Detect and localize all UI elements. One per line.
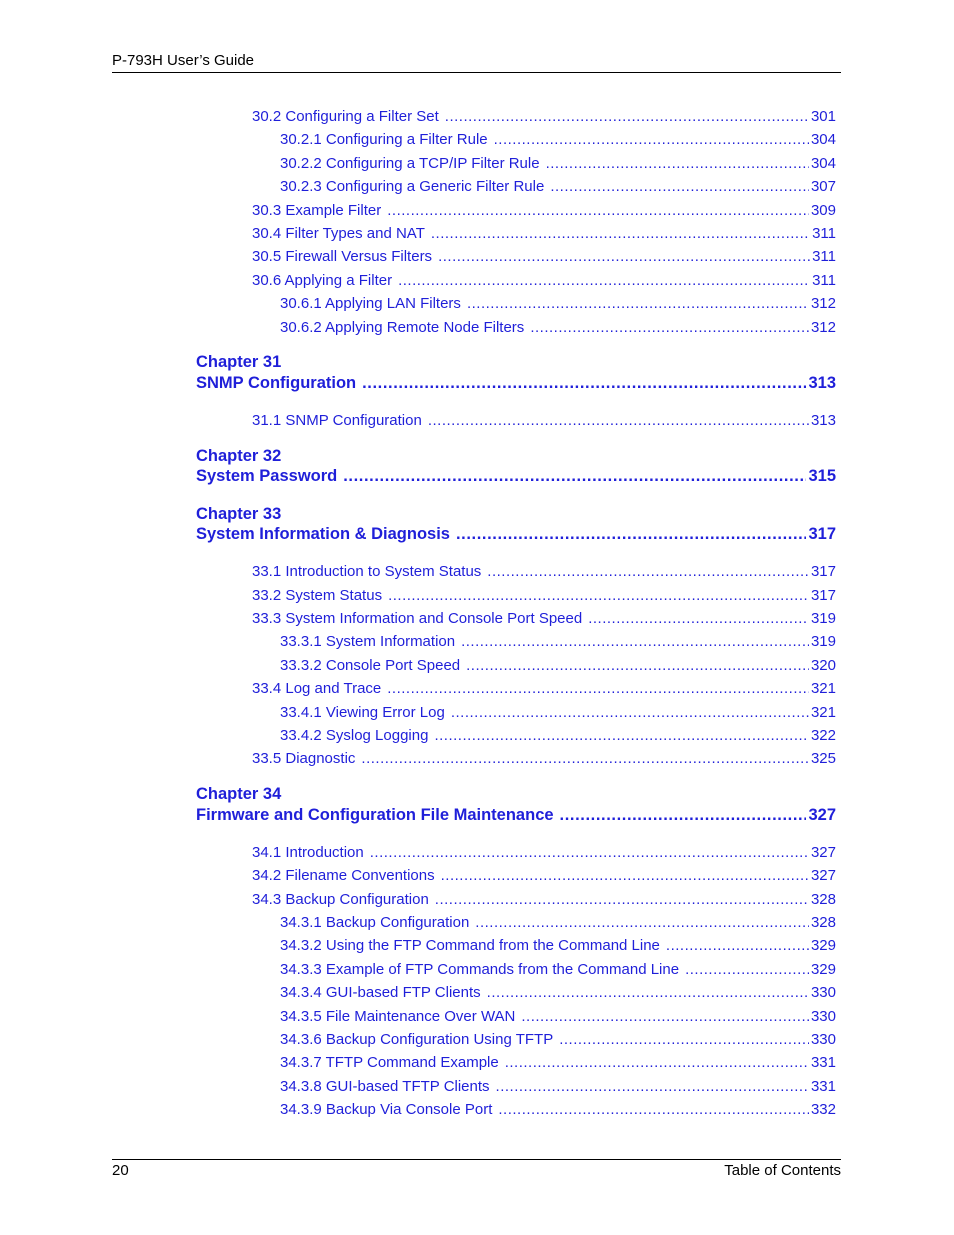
toc-entry-title: 34.3.4 GUI-based FTP Clients — [280, 984, 481, 1001]
toc-page-number: 319 — [810, 610, 836, 627]
dot-leader — [521, 1008, 809, 1025]
dot-leader — [505, 1054, 809, 1071]
toc-entry-title: 30.3 Example Filter — [252, 202, 382, 219]
toc-page-number: 327 — [810, 867, 836, 884]
toc-entry-title: 33.4.2 Syslog Logging — [280, 727, 429, 744]
toc-page-number: 312 — [810, 319, 836, 336]
dot-leader — [361, 750, 809, 767]
dot-leader — [387, 202, 809, 219]
toc-entry-link[interactable] — [280, 1054, 836, 1071]
toc-entry-title: 34.3.3 Example of FTP Commands from the Command Line — [280, 961, 680, 978]
toc-page-number: 313 — [808, 374, 836, 392]
dot-leader — [388, 587, 809, 604]
toc-entry-link[interactable] — [280, 1101, 836, 1118]
dot-leader — [438, 248, 810, 265]
toc-entry-link[interactable] — [280, 914, 836, 931]
toc-entry-link[interactable] — [252, 272, 836, 289]
dot-leader — [434, 727, 809, 744]
toc-entry-link[interactable] — [280, 1031, 836, 1048]
toc-entry-link[interactable] — [280, 1008, 836, 1025]
dot-leader — [498, 1101, 809, 1118]
toc-entry-title: 34.3.7 TFTP Command Example — [280, 1054, 499, 1071]
dot-leader — [475, 914, 809, 931]
toc-entry-title: System Information & Diagnosis — [196, 525, 450, 543]
dot-leader — [362, 374, 806, 393]
toc-page-number: 327 — [808, 806, 836, 824]
dot-leader — [685, 961, 809, 978]
toc-entry-title: 33.1 Introduction to System Status — [252, 563, 482, 580]
toc-entry-title: 30.6.2 Applying Remote Node Filters — [280, 319, 525, 336]
toc-page-number: 331 — [810, 1054, 836, 1071]
toc-entry-title: System Password — [196, 467, 338, 485]
dot-leader — [487, 984, 809, 1001]
toc-page-number: 327 — [810, 844, 836, 861]
toc-page-number: 311 — [812, 272, 836, 289]
toc-entry-title: 31.1 SNMP Configuration — [252, 412, 422, 429]
toc-entry-link[interactable] — [280, 178, 836, 195]
toc-entry-link[interactable] — [252, 680, 836, 697]
toc-page-number: 329 — [810, 937, 836, 954]
toc-entry-title: 30.5 Firewall Versus Filters — [252, 248, 433, 265]
toc-entry-title: 30.2 Configuring a Filter Set — [252, 108, 439, 125]
toc-entry-title: 30.6.1 Applying LAN Filters — [280, 295, 461, 312]
toc-entry-link[interactable] — [280, 295, 836, 312]
toc-entry-title: 34.3 Backup Configuration — [252, 891, 429, 908]
toc-page-number: 330 — [810, 984, 836, 1001]
dot-leader — [445, 108, 809, 125]
footer-divider — [112, 1159, 841, 1160]
dot-leader — [466, 657, 809, 674]
dot-leader — [370, 844, 809, 861]
dot-leader — [451, 704, 809, 721]
toc-entry-link[interactable] — [280, 319, 836, 336]
dot-leader — [666, 937, 809, 954]
running-header: P-793H User’s Guide — [112, 52, 255, 69]
dot-leader — [487, 563, 809, 580]
toc-page-number: 307 — [810, 178, 836, 195]
chapter-number[interactable]: Chapter 31 — [196, 353, 282, 371]
toc-page-number: 325 — [810, 750, 836, 767]
toc-page-number: 332 — [810, 1101, 836, 1118]
toc-page-number: 322 — [810, 727, 836, 744]
dot-leader — [387, 680, 809, 697]
toc-entry-title: 30.2.2 Configuring a TCP/IP Filter Rule — [280, 155, 540, 172]
dot-leader — [546, 155, 809, 172]
chapter-title-link[interactable] — [196, 374, 836, 393]
toc-page-number: 315 — [808, 467, 836, 485]
chapter-title-link[interactable] — [196, 525, 836, 544]
toc-entry-title: 33.2 System Status — [252, 587, 383, 604]
toc-page-number: 309 — [810, 202, 836, 219]
toc-entry-title: 34.3.8 GUI-based TFTP Clients — [280, 1078, 490, 1095]
toc-entry-link[interactable] — [280, 131, 836, 148]
dot-leader — [398, 272, 810, 289]
dot-leader — [560, 806, 807, 825]
toc-page-number: 317 — [808, 525, 836, 543]
toc-entry-link[interactable] — [252, 412, 836, 429]
toc-entry-title: 33.5 Diagnostic — [252, 750, 356, 767]
toc-page-number: 328 — [810, 891, 836, 908]
toc-page-number: 304 — [810, 155, 836, 172]
toc-page-number: 311 — [812, 248, 836, 265]
toc-entry-title: 34.3.2 Using the FTP Command from the Command Line — [280, 937, 660, 954]
toc-entry-title: 33.3.2 Console Port Speed — [280, 657, 461, 674]
toc-page-number: 313 — [810, 412, 836, 429]
dot-leader — [559, 1031, 809, 1048]
dot-leader — [431, 225, 810, 242]
toc-page-number: 317 — [810, 587, 836, 604]
toc-entry-link[interactable] — [280, 937, 836, 954]
toc-entry-link[interactable] — [252, 867, 836, 884]
toc-entry-title: Firmware and Configuration File Maintenance — [196, 806, 554, 824]
toc-entry-link[interactable] — [252, 750, 836, 767]
dot-leader — [456, 525, 807, 544]
toc-entry-link[interactable] — [280, 657, 836, 674]
toc-entry-title: 30.2.3 Configuring a Generic Filter Rule — [280, 178, 545, 195]
toc-entry-link[interactable] — [252, 108, 836, 125]
toc-page-number: 312 — [810, 295, 836, 312]
chapter-number[interactable]: Chapter 33 — [196, 505, 282, 523]
toc-entry-title: 34.3.5 File Maintenance Over WAN — [280, 1008, 516, 1025]
toc-entry-link[interactable] — [280, 1078, 836, 1095]
toc-page-number: 317 — [810, 563, 836, 580]
toc-page-number: 331 — [810, 1078, 836, 1095]
toc-entry-link[interactable] — [280, 633, 836, 650]
toc-entry-title: 30.4 Filter Types and NAT — [252, 225, 425, 242]
toc-entry-title: 34.3.1 Backup Configuration — [280, 914, 470, 931]
toc-entry-link[interactable] — [252, 891, 836, 908]
toc-page-number: 321 — [810, 704, 836, 721]
toc-page-number: 319 — [810, 633, 836, 650]
toc-entry-link[interactable] — [252, 563, 836, 580]
toc-entry-link[interactable] — [280, 961, 836, 978]
dot-leader — [435, 891, 809, 908]
toc-entry-title: 30.2.1 Configuring a Filter Rule — [280, 131, 488, 148]
toc-page-number: 329 — [810, 961, 836, 978]
toc-entry-title: 33.4.1 Viewing Error Log — [280, 704, 445, 721]
dot-leader — [428, 412, 809, 429]
toc-page-number: 320 — [810, 657, 836, 674]
toc-entry-title: 33.3 System Information and Console Port Speed — [252, 610, 583, 627]
dot-leader — [496, 1078, 809, 1095]
toc-entry-link[interactable] — [252, 248, 836, 265]
toc-entry-title: 30.6 Applying a Filter — [252, 272, 393, 289]
toc-entry-title: 34.3.6 Backup Configuration Using TFTP — [280, 1031, 554, 1048]
toc-page-number: 321 — [810, 680, 836, 697]
toc-entry-link[interactable] — [252, 225, 836, 242]
toc-entry-title: 34.2 Filename Conventions — [252, 867, 435, 884]
toc-entry-link[interactable] — [252, 844, 836, 861]
toc-entry-title: 34.1 Introduction — [252, 844, 364, 861]
dot-leader — [467, 295, 809, 312]
dot-leader — [343, 467, 806, 486]
footer-section-title: Table of Contents — [724, 1162, 841, 1179]
toc-page-number: 311 — [812, 225, 836, 242]
page-number: 20 — [112, 1162, 129, 1179]
chapter-number[interactable]: Chapter 34 — [196, 785, 282, 803]
toc-entry-link[interactable] — [280, 984, 836, 1001]
dot-leader — [441, 867, 809, 884]
toc-page-number: 328 — [810, 914, 836, 931]
toc-entry-title: 33.4 Log and Trace — [252, 680, 382, 697]
toc-entry-link[interactable] — [252, 202, 836, 219]
chapter-title-link[interactable] — [196, 806, 836, 825]
toc-entry-link[interactable] — [280, 704, 836, 721]
dot-leader — [461, 633, 809, 650]
toc-entry-link[interactable] — [280, 727, 836, 744]
toc-page-number: 304 — [810, 131, 836, 148]
dot-leader — [588, 610, 809, 627]
toc-page-number: 301 — [810, 108, 836, 125]
header-divider — [112, 72, 841, 73]
toc-entry-title: SNMP Configuration — [196, 374, 357, 392]
chapter-title-link[interactable] — [196, 467, 836, 486]
toc-page-number: 330 — [810, 1031, 836, 1048]
toc-entry-title: 34.3.9 Backup Via Console Port — [280, 1101, 493, 1118]
dot-leader — [530, 319, 809, 336]
toc-entry-title: 33.3.1 System Information — [280, 633, 456, 650]
toc-page-number: 330 — [810, 1008, 836, 1025]
chapter-number[interactable]: Chapter 32 — [196, 447, 282, 465]
toc-entry-link[interactable] — [280, 155, 836, 172]
dot-leader — [550, 178, 809, 195]
toc-entry-link[interactable] — [252, 610, 836, 627]
toc-entry-link[interactable] — [252, 587, 836, 604]
dot-leader — [494, 131, 809, 148]
